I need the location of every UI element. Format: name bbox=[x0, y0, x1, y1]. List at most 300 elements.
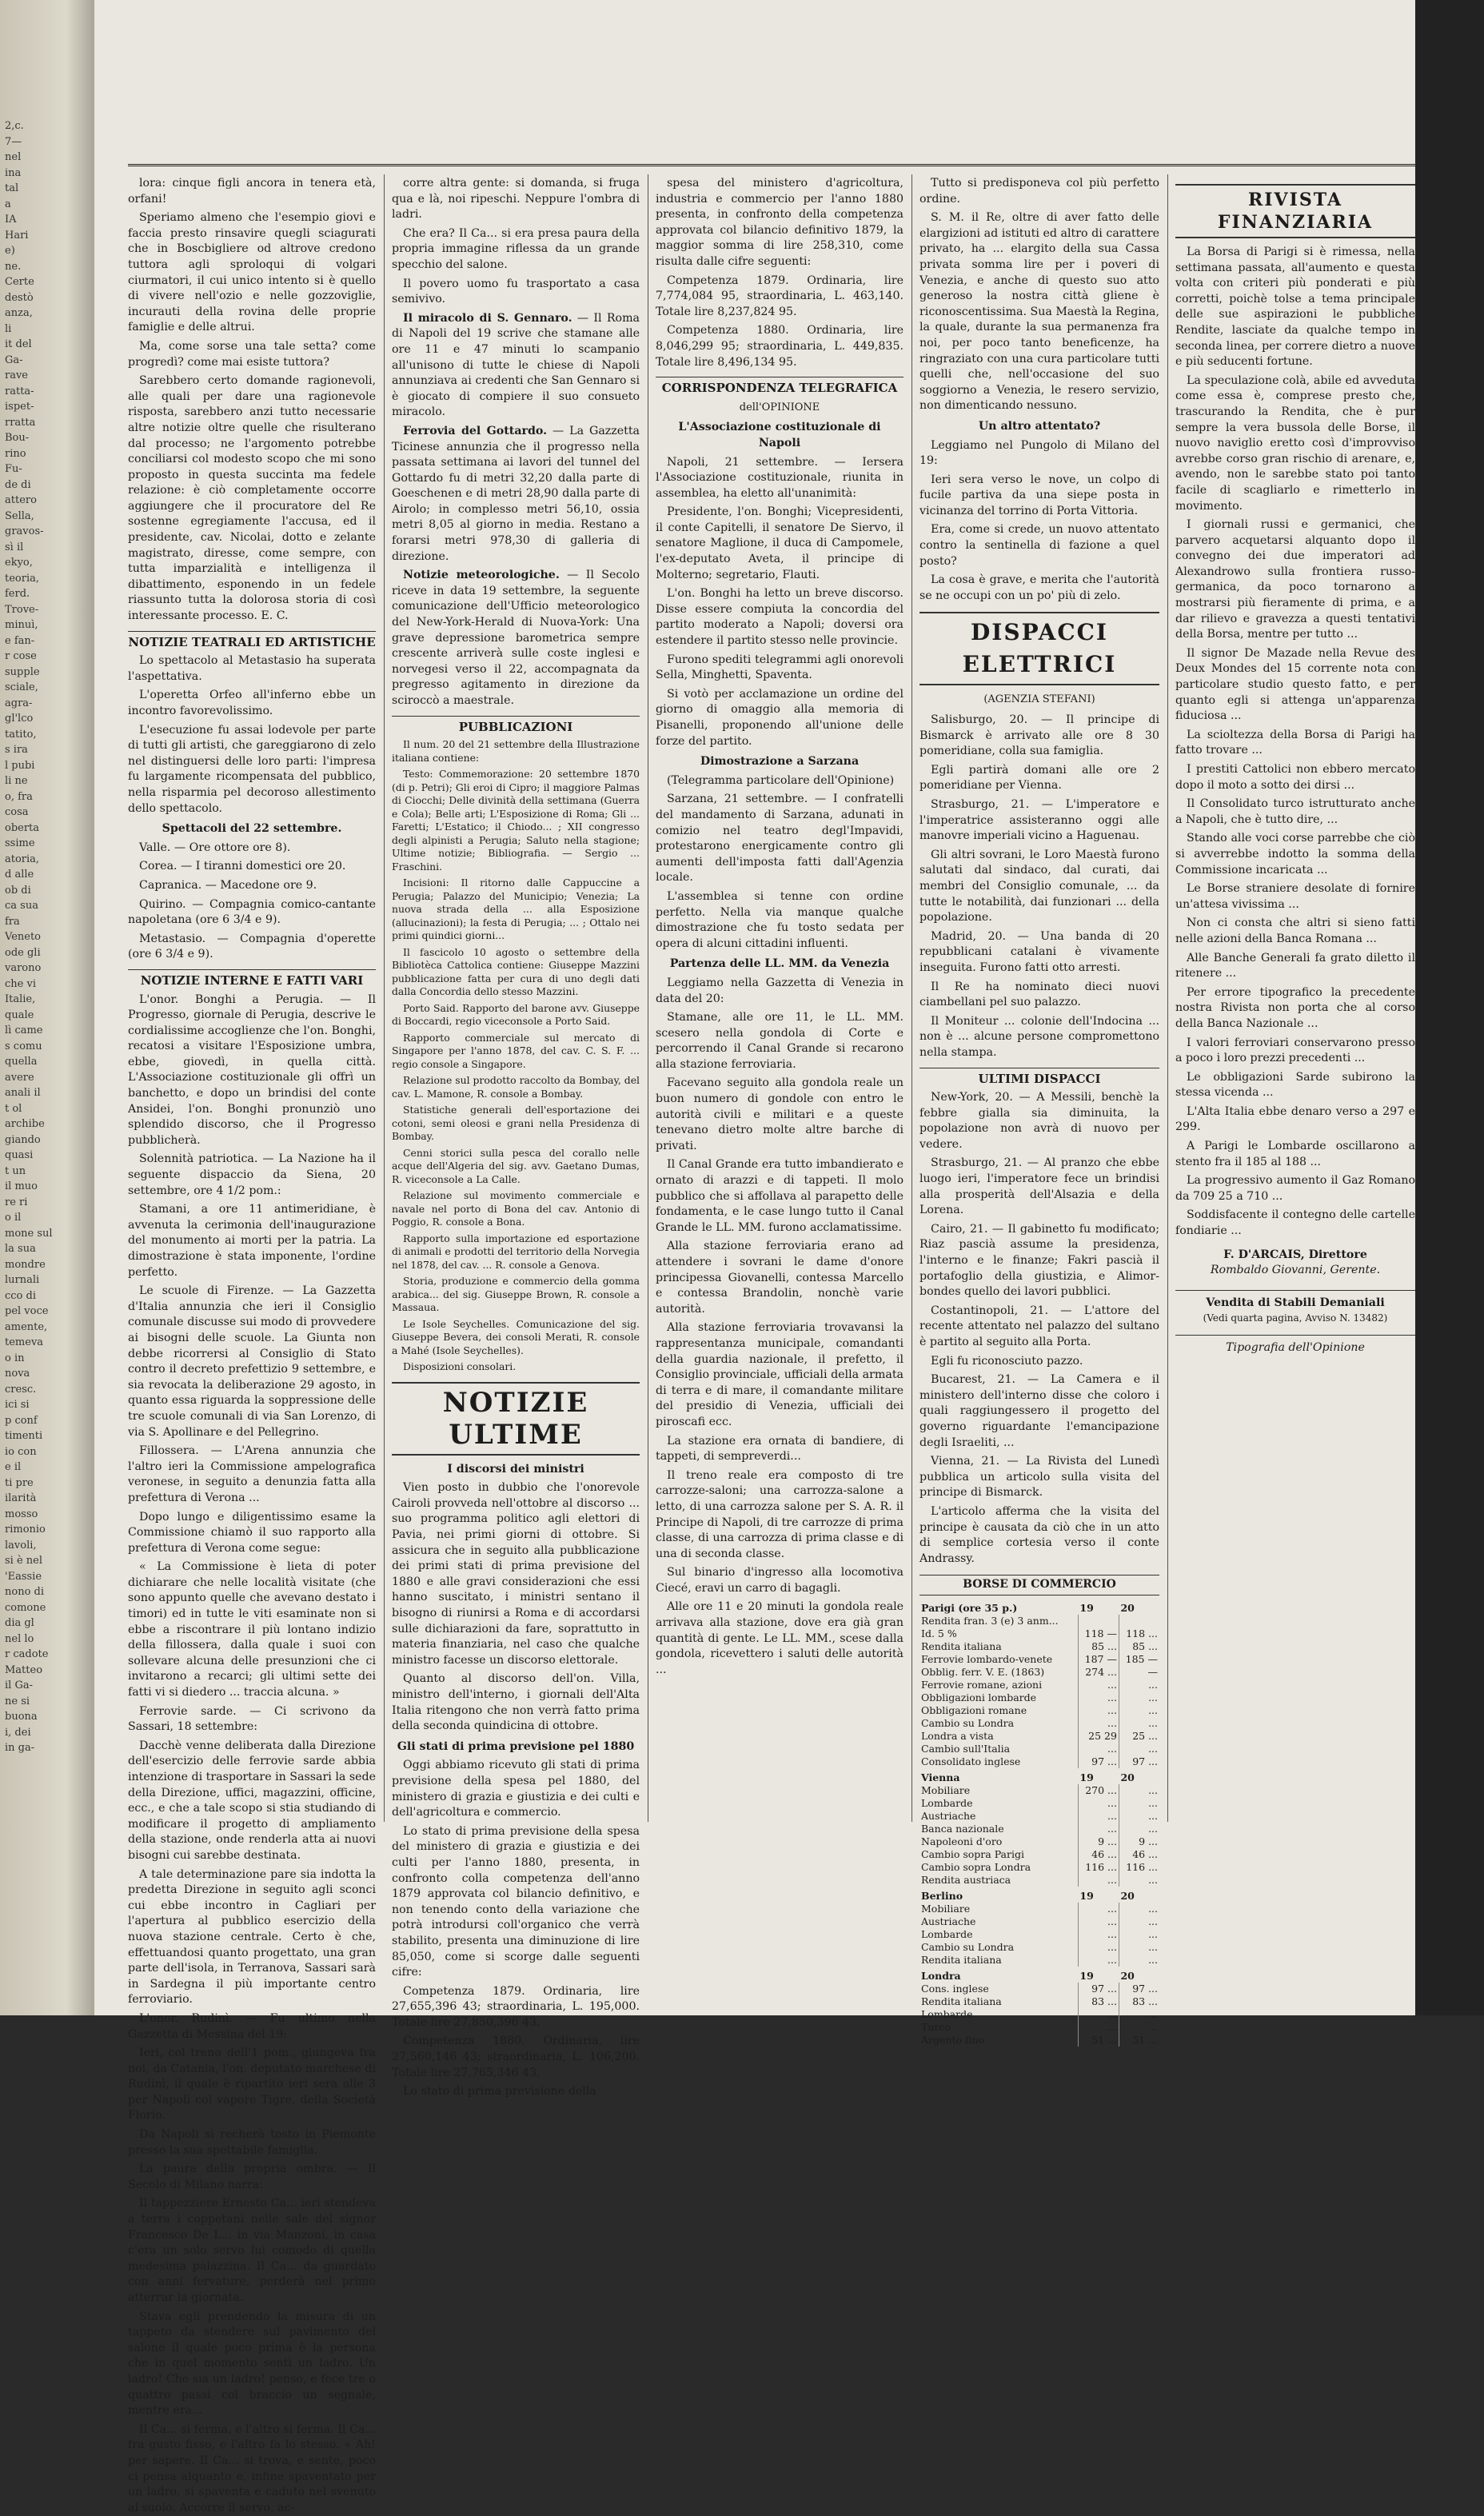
c2-discorsi bbox=[392, 1480, 640, 1735]
market-value: 85 ... bbox=[1078, 1640, 1119, 1653]
previous-page-fragment: Ga- bbox=[5, 354, 23, 366]
subheading: I discorsi dei ministri bbox=[392, 1462, 640, 1478]
paragraph: Il Ca... si ferma, e l'altro si ferma. Il Ca... fra gusto fisso, e l'altro fa lo stesso. « Ah! per sapere. Il Ca... si trova, e sente, poco ci pensa alquanto e, infine spaventato per un ladro, si spaventa e caduto nel svenuto al suolo. Accorre il servo, ac- bbox=[128, 2422, 376, 2516]
section-subheading: dell'OPINIONE bbox=[656, 400, 904, 416]
market-value: 97 ... bbox=[1119, 1755, 1159, 1768]
market-label: Ferrovie lombardo-venete bbox=[920, 1653, 1078, 1666]
previous-page-fragment: nel bbox=[5, 151, 21, 163]
previous-page-fragment: Hari bbox=[5, 230, 28, 242]
paragraph: Incisioni: Il ritorno dalle Cappuccine a Perugia; Palazzo del Municipio; Venezia; La nuova strada della ... alla Esposizione (allucinazioni); la festa di Perugia; ... ; Ottalo nei primi quindici giorni... bbox=[392, 877, 640, 943]
paragraph: Competenza 1879. Ordinaria, lire 7,774,084 95, straordinaria, L. 463,140. Totale lire 8,237,824 95. bbox=[656, 274, 904, 321]
paragraph: Costantinopoli, 21. — L'attore del recente attentato nel palazzo del sultano è partito al seguito alla Porta. bbox=[920, 1304, 1159, 1351]
gerente: Rombaldo Giovanni, Gerente. bbox=[1175, 1263, 1415, 1279]
notice-sub: (Vedi quarta pagina, Avviso N. 13482) bbox=[1175, 1311, 1415, 1327]
market-label: Lombarde bbox=[920, 1928, 1078, 1941]
market-value: ... bbox=[1078, 1915, 1119, 1928]
previous-page-fragment: mondre bbox=[5, 1259, 46, 1271]
market-label: Lombarde bbox=[920, 2008, 1078, 2021]
market-value: 25 ... bbox=[1119, 1730, 1159, 1743]
page-gutter bbox=[1415, 0, 1484, 2015]
column-5 bbox=[1175, 176, 1415, 1822]
c3-intro bbox=[656, 176, 904, 370]
previous-page-fragment: che vi bbox=[5, 978, 36, 990]
paragraph: Ferrovie sarde. — Ci scrivono da Sassari, 18 settembre: bbox=[128, 1704, 376, 1735]
paragraph: Lo spettacolo al Metastasio ha superata l'aspettativa. bbox=[128, 653, 376, 685]
previous-page-fragment: la sua bbox=[5, 1243, 36, 1255]
table-row bbox=[920, 1640, 1159, 1653]
paragraph: Stamane, alle ore 11, le LL. MM. scesero nella gondola di Corte e percorrendo il Canal Grande si recarono alla stazione ferroviaria. bbox=[656, 1010, 904, 1072]
previous-page-fragment: lavoli, bbox=[5, 1540, 37, 1552]
market-value: 83 ... bbox=[1119, 1995, 1159, 2008]
paragraph: (Telegramma particolare dell'Opinione) bbox=[656, 773, 904, 789]
paragraph: Relazione sul prodotto raccolto da Bombay, del cav. L. Mamone, R. console a Bombay. bbox=[392, 1074, 640, 1100]
previous-page-fragment: rimonio bbox=[5, 1524, 46, 1536]
c1-news bbox=[128, 992, 376, 2516]
paragraph: Testo: Commemorazione: 20 settembre 1870 (di p. Petri); Gli eroi di Cipro; il maggiore Palmas di Ciocchi; Delle divinità della settimana (Guerra e Cola); Belle arti; L'Esposizione di Roma; Gli ... Faretti; L'Estatico; il Chiodo... ; XII congresso degli alpinisti a Perugia; Saluto nella stagione; Ultime notizie; Bibliografia. — Sergio ... Fraschini. bbox=[392, 768, 640, 873]
market-value: ... bbox=[1119, 1743, 1159, 1755]
column-rule bbox=[384, 174, 385, 1822]
previous-page-fragment: l pubi bbox=[5, 760, 34, 772]
table-row bbox=[920, 2021, 1159, 2034]
market-label: Argento fino bbox=[920, 2034, 1078, 2047]
market-value: 19 bbox=[1078, 1887, 1119, 1903]
printer: Tipografia dell'Opinione bbox=[1175, 1335, 1415, 1356]
market-label: Mobiliare bbox=[920, 1903, 1078, 1915]
paragraph: Strasburgo, 21. — L'imperatore e l'imperatrice assisteranno oggi alle manovre imperiali vicino a Haguenau. bbox=[920, 797, 1159, 845]
market-label: Turco bbox=[920, 2021, 1078, 2034]
market-label: Napoleoni d'oro bbox=[920, 1835, 1078, 1848]
previous-page-fragment: 2,c. bbox=[5, 120, 24, 132]
market-value: 116 ... bbox=[1119, 1861, 1159, 1874]
paragraph: « La Commissione è lieta di poter dichiarare che nelle località visitate (che sono appunto quelle che avevano destato i timori) ed in tutte le viti esaminate non si ebbe a riscontrare il più lontano indizio della fillossera, dalla quale i suoi con sollevare alcuna delle presunzioni che ci invitarono a recarci; gli ultimi sette dei fatti vi si diedero ... traccia alcuna. » bbox=[128, 1560, 376, 1700]
previous-page-fragment: ferd. bbox=[5, 588, 30, 600]
previous-page-fragment: si è nel bbox=[5, 1555, 42, 1567]
paragraph: Storia, produzione e commercio della gomma arabica... del sig. Giuseppe Brown, R. console a Massaua. bbox=[392, 1275, 640, 1315]
market-value: ... bbox=[1119, 2021, 1159, 2034]
previous-page-fragment: dia gl bbox=[5, 1617, 34, 1629]
paragraph: Gli altri sovrani, le Loro Maestà furono salutati dal sindaco, dal curati, dai membri del Consiglio comunale, ... da tutte le notabilità, dai funzionari ... della popolazione. bbox=[920, 848, 1159, 926]
previous-page-fragment: r cose bbox=[5, 650, 37, 662]
table-row bbox=[920, 1784, 1159, 1797]
paragraph: Egli partirà domani alle ore 2 pomeridiane per Vienna. bbox=[920, 763, 1159, 794]
table-row bbox=[920, 1967, 1159, 1983]
market-value: ... bbox=[1078, 1717, 1119, 1730]
paragraph: Capranica. — Macedone ore 9. bbox=[128, 878, 376, 894]
paragraph: Lo stato di prima previsione della spesa del ministero di grazia e giustizia e dei culti per l'anno 1880, presenta, in confronto colla competenza dell'anno 1879 approvata col bilancio definitivo, e non tenendo conto della variazione che potrà introdursi coll'organico che verrà stabilito, presenta una diminuzione di lire 85,050, come si scorge dalle seguenti cifre: bbox=[392, 1824, 640, 1981]
previous-page-fragment: Italie, bbox=[5, 993, 35, 1005]
table-row bbox=[920, 1915, 1159, 1928]
market-value: ... bbox=[1119, 1691, 1159, 1704]
previous-page-fragment: cosa bbox=[5, 806, 29, 818]
previous-page-fragment: nono di bbox=[5, 1586, 44, 1598]
previous-page-fragment: timenti bbox=[5, 1430, 42, 1442]
subheading: Spettacoli del 22 settembre. bbox=[128, 821, 376, 837]
table-row bbox=[920, 1995, 1159, 2008]
paragraph: La cosa è grave, e merita che l'autorità se ne occupi con un po' più di zelo. bbox=[920, 573, 1159, 604]
market-value: 51 ... bbox=[1119, 2034, 1159, 2047]
paragraph: Alla stazione ferroviaria erano ad attendere i sovrani le dame d'onore principessa Giovanelli, contessa Marcello e contessa Brandolin, nonchè varie autorità. bbox=[656, 1239, 904, 1317]
previous-page-fragment: it del bbox=[5, 338, 32, 350]
paragraph: Da Napoli si recherà tosto in Piemonte presso la sua spettabile famiglia. bbox=[128, 2127, 376, 2159]
paragraph: Cenni storici sulla pesca del corallo nelle acque dell'Algeria del sig. avv. Gaetano Dumas, R. viceconsole a La Calle. bbox=[392, 1147, 640, 1187]
market-value bbox=[1078, 1615, 1119, 1627]
market-value: 19 bbox=[1078, 1967, 1119, 1983]
previous-page-fragment: s comu bbox=[5, 1040, 42, 1052]
market-label: Berlino bbox=[920, 1887, 1078, 1903]
c4-intro bbox=[920, 176, 1159, 414]
paragraph: Non ci consta che altri si sieno fatti nelle azioni della Banca Romana ... bbox=[1175, 916, 1415, 947]
article: Il miracolo di S. Gennaro. — Il Roma di Napoli del 19 scrive che stamane alle ore 11 e 47 minuti lo scampanio all'unisono di tutte le chiese di Napoli annunziava ai credenti che San Gennaro si è giocato di compiere il suo consueto miracolo. bbox=[392, 311, 640, 421]
paragraph: Le Isole Seychelles. Comunicazione del sig. Giuseppe Bevera, dei consoli Merati, R. console a Mahé (Isole Seychelles). bbox=[392, 1318, 640, 1358]
column-rule bbox=[1167, 174, 1168, 1822]
market-value: ... bbox=[1078, 1823, 1119, 1835]
previous-page-fragment: lì came bbox=[5, 1024, 43, 1036]
previous-page-fragment: agra- bbox=[5, 697, 32, 709]
previous-page-fragment: nova bbox=[5, 1368, 30, 1380]
paragraph: Quirino. — Compagnia comico-cantante napoletana (ore 6 3/4 e 9). bbox=[128, 897, 376, 929]
previous-page-fragment: comone bbox=[5, 1602, 46, 1614]
previous-page-fragment: ina bbox=[5, 167, 21, 179]
previous-page-fragment: pel voce bbox=[5, 1305, 48, 1317]
paragraph: Napoli, 21 settembre. — Iersera l'Associazione costituzionale, riunita in assemblea, ha eletto all'unanimità: bbox=[656, 455, 904, 502]
column-4 bbox=[920, 176, 1159, 1822]
paragraph: spesa del ministero d'agricoltura, industria e commercio per l'anno 1880 presenta, in confronto della competenza approvata col bilancio definitivo 1879, la maggior somma di lire 258,310, come risulta dalle cifre seguenti: bbox=[656, 176, 904, 270]
paragraph: Competenza 1880. Ordinaria, lire 27,560,146 43; straordinaria, L. 106,200. Totale lire 27,765,346 43. bbox=[392, 2034, 640, 2081]
column-3 bbox=[656, 176, 904, 1822]
c2-stati bbox=[392, 1758, 640, 2099]
market-value: ... bbox=[1119, 1810, 1159, 1823]
paragraph: Egli fu riconosciuto pazzo. bbox=[920, 1354, 1159, 1370]
market-value: ... bbox=[1119, 1915, 1159, 1928]
paragraph: Dacchè venne deliberata dalla Direzione dell'esercizio delle ferrovie sarde abbia intenzione di trasportare in Sassari la sede della Direzione, uffici, magazzini, officine, ecc., e che a tale scopo si stia studiando di modificare il progetto di ampliamento della stazione, onde renderla atta ai nuovi bisogni cui sarebbe destinata. bbox=[128, 1739, 376, 1864]
paragraph: Per errore tipografico la precedente nostra Rivista non porta che al corso della Banca Nazionale ... bbox=[1175, 985, 1415, 1032]
paragraph: Sul binario d'ingresso alla locomotiva Ciecé, eravi un carro di bagagli. bbox=[656, 1565, 904, 1596]
c4-dispacci bbox=[920, 713, 1159, 1060]
paragraph: Cairo, 21. — Il gabinetto fu modificato; Riaz pascià assume la presidenza, l'interno e le finanze; Fakri pascià il portafoglio della giustizia, e Alimor-bondes quello dei lavori pubblici. bbox=[920, 1222, 1159, 1300]
paragraph: Facevano seguito alla gondola reale un buon numero di gondole con entro le autorità civili e militari e a queste tenevano dietro molte altre barche di privati. bbox=[656, 1076, 904, 1154]
previous-page-fragment: varono bbox=[5, 962, 41, 974]
previous-page-fragment: IA bbox=[5, 214, 17, 226]
market-value: 116 ... bbox=[1078, 1861, 1119, 1874]
paragraph: Il treno reale era composto di tre carrozze-saloni; una carrozza-salone a letto, di una carrozza salone per S. A. R. il Principe di Napoli, di tre carrozze di prima classe, di una carrozza di prima classe e di una di seconda classe. bbox=[656, 1468, 904, 1563]
previous-page-fragment: ratta- bbox=[5, 385, 34, 397]
subheading: L'Associazione costituzionale di Napoli bbox=[656, 420, 904, 451]
previous-page-fragment: destò bbox=[5, 292, 34, 304]
table-row bbox=[920, 1928, 1159, 1941]
previous-page-fragment: gravos- bbox=[5, 525, 44, 537]
market-value: 274 ... bbox=[1078, 1666, 1119, 1679]
market-value: 20 bbox=[1119, 1967, 1159, 1983]
market-label: Austriache bbox=[920, 1810, 1078, 1823]
paragraph: Ieri, col treno dell'1 pom., giungeva fra noi, da Catania, l'on. deputato marchese di Rudinì, il quale è ripartito ieri sera alle 3 per Napoli col vapore Tigre, della Società Florio. bbox=[128, 2046, 376, 2124]
section-heading: NOTIZIE TEATRALI ED ARTISTICHE bbox=[128, 631, 376, 651]
previous-page-fragment: giando bbox=[5, 1134, 41, 1146]
paragraph: Statistiche generali dell'esportazione dei cotoni, semi oleosi e grani nella Presidenza di Bombay. bbox=[392, 1104, 640, 1144]
market-value: — bbox=[1119, 1666, 1159, 1679]
paragraph: La scioltezza della Borsa di Parigi ha fatto trovare ... bbox=[1175, 728, 1415, 759]
market-label: Londra bbox=[920, 1967, 1078, 1983]
previous-page-fragment: atoria, bbox=[5, 853, 39, 865]
previous-page-fragment: amente, bbox=[5, 1321, 47, 1333]
previous-page-fragment: il Ga- bbox=[5, 1679, 33, 1691]
table-row bbox=[920, 1823, 1159, 1835]
table-row bbox=[920, 1679, 1159, 1691]
previous-page-fragment: de di bbox=[5, 479, 31, 491]
paragraph: Furono spediti telegrammi agli onorevoli Sella, Minghetti, Spaventa. bbox=[656, 653, 904, 684]
paragraph: Che era? Il Ca... si era presa paura della propria immagine riflessa da un grande specchio del salone. bbox=[392, 226, 640, 274]
paragraph: Vien posto in dubbio che l'onorevole Cairoli provveda nell'ottobre al discorso ... suo programma politico agli elettori di Pavia, nei primi giorni di ottobre. Si assicura che in seguito alla pubblicazione dei primi stati di prima previsione del 1880 e alle gravi considerazioni che essi hanno suscitato, i ministri sentano il bisogno di riunirsi a Roma e di accordarsi sulle dichiarazioni da fare, soprattutto in materia finanziaria, nel caso che qualche ministro facesse un discorso elettorale. bbox=[392, 1480, 640, 1668]
previous-page-fragment: Trove- bbox=[5, 604, 38, 616]
market-value: 187 — bbox=[1078, 1653, 1119, 1666]
paragraph: Disposizioni consolari. bbox=[392, 1360, 640, 1374]
previous-page-fragment: e) bbox=[5, 245, 15, 257]
table-row bbox=[920, 1743, 1159, 1755]
previous-page-fragment: ici si bbox=[5, 1399, 30, 1411]
market-label: Consolidato inglese bbox=[920, 1755, 1078, 1768]
section-heading: ULTIMI DISPACCI bbox=[920, 1068, 1159, 1088]
market-label: Cambio sull'Italia bbox=[920, 1743, 1078, 1755]
previous-page-fragment: t ol bbox=[5, 1103, 22, 1115]
previous-page-fragment: r cadote bbox=[5, 1648, 48, 1660]
previous-page-fragment: temeva bbox=[5, 1336, 43, 1348]
column-2 bbox=[392, 176, 640, 1822]
market-label: Obblig. ferr. V. E. (1863) bbox=[920, 1666, 1078, 1679]
paragraph: Soddisfacente il contegno delle cartelle fondiarie ... bbox=[1175, 1208, 1415, 1239]
previous-page-fragment: nel lo bbox=[5, 1633, 34, 1645]
previous-page-fragment: il muo bbox=[5, 1180, 38, 1192]
market-table-title: BORSE DI COMMERCIO bbox=[920, 1575, 1159, 1595]
market-label: Parigi (ore 35 p.) bbox=[920, 1599, 1078, 1615]
article: Ferrovia del Gottardo. — La Gazzetta Ticinese annunzia che il progresso nella passata settimana ai lavori del tunnel del Gottardo fu di metri 32,20 dalla parte di Goeschenen e di metri 28,90 dalla parte di Airolo; in complesso metri 56,10, ossia metri 8,05 al giorno in media. Restano a forarsi metri 978,30 di galleria di direzione. bbox=[392, 424, 640, 565]
market-value: 19 bbox=[1078, 1599, 1119, 1615]
paragraph: Quanto al discorso dell'on. Villa, ministro dell'interno, i giornali dell'Alta Italia ritengono che non verrà fatto prima della seconda quindicina di ottobre. bbox=[392, 1671, 640, 1734]
table-row bbox=[920, 1730, 1159, 1743]
paragraph: Alla stazione ferroviaria trovavansi la rappresentanza municipale, comandanti della guardia nazionale, il prefetto, il Consiglio provinciale, ufficiali della armata di terra e di mare, il comandante militare del presidio di Venezia, ufficiali dei piroscafi ecc. bbox=[656, 1320, 904, 1430]
market-value: 25 29 bbox=[1078, 1730, 1119, 1743]
previous-page-fragment: Veneto bbox=[5, 931, 41, 943]
market-value: ... bbox=[1078, 1954, 1119, 1967]
previous-page-fragment: o, fra bbox=[5, 791, 33, 803]
paragraph: Oggi abbiamo ricevuto gli stati di prima previsione della spesa pel 1880, del ministero di grazia e giustizia e dei culti e dell'agricoltura e commercio. bbox=[392, 1758, 640, 1820]
previous-page-fragment: ne. bbox=[5, 261, 21, 273]
paragraph: Ma, come sorse una tale setta? come progredì? come mai esiste tuttora? bbox=[128, 339, 376, 370]
paragraph: I valori ferroviari conservarono presso a poco i loro prezzi precedenti ... bbox=[1175, 1036, 1415, 1067]
market-value: ... bbox=[1078, 1679, 1119, 1691]
paragraph: Le obbligazioni Sarde subirono la stessa vicenda ... bbox=[1175, 1070, 1415, 1101]
previous-page-fragment: re ri bbox=[5, 1196, 27, 1208]
table-row bbox=[920, 1627, 1159, 1640]
table-row bbox=[920, 1599, 1159, 1615]
market-value: 83 ... bbox=[1078, 1995, 1119, 2008]
previous-page-fragment: supple bbox=[5, 666, 40, 678]
previous-page-fragment: i, dei bbox=[5, 1727, 31, 1739]
table-row bbox=[920, 1835, 1159, 1848]
market-value: ... bbox=[1119, 2008, 1159, 2021]
previous-page-fragment: ti pre bbox=[5, 1477, 34, 1489]
market-label: Cambio su Londra bbox=[920, 1941, 1078, 1954]
paragraph: A Parigi le Lombarde oscillarono a stento fra il 185 al 188 ... bbox=[1175, 1139, 1415, 1170]
market-value: ... bbox=[1119, 1717, 1159, 1730]
previous-page-fragment: t un bbox=[5, 1165, 26, 1177]
previous-page-fragment: quale bbox=[5, 1009, 34, 1021]
paragraph: Solennità patriotica. — La Nazione ha il seguente dispaccio da Siena, 20 settembre, ore 4 1/2 pom.: bbox=[128, 1152, 376, 1199]
paragraph: Fillossera. — L'Arena annunzia che l'altro ieri la Commissione ampelografica veronese, in seguito a denunzia fatta alla prefettura di Verona ... bbox=[128, 1444, 376, 1506]
market-label: Vienna bbox=[920, 1768, 1078, 1784]
previous-page-fragment: Fu- bbox=[5, 463, 22, 475]
newspaper-page bbox=[94, 0, 1484, 2015]
paragraph: Sarebbero certo domande ragionevoli, alle quali per dare una ragionevole risposta, sarebbero anzi tutto necessarie altre notizie oltre quelle che risulterano dal processo; ne l'argomento potrebbe conciliarsi col modesto scopo che mi sono proposto in questa succinta ma fedele relazione: è ciò completamente occorre aggiungere che il procuratore del Re sostenne egregiamente l'accusa, ed il presidente, cav. Nicolai, dotto e zelante magistrato, diresse, come sempre, con tutta imparzialità e intelligenza il dibattimento, esponendo in un fedele riassunto tutta la dolorosa storia di così interessante processo. E. C. bbox=[128, 373, 376, 625]
previous-page-fragment: a bbox=[5, 198, 11, 210]
paragraph: Leggiamo nella Gazzetta di Venezia in data del 20: bbox=[656, 976, 904, 1007]
paragraph: La progressivo aumento il Gaz Romano da 709 25 a 710 ... bbox=[1175, 1173, 1415, 1204]
previous-page-fragment: anza, bbox=[5, 307, 33, 319]
previous-page-fragment: s ira bbox=[5, 744, 28, 756]
market-value: ... bbox=[1119, 1941, 1159, 1954]
market-value: 51 ... bbox=[1078, 2034, 1119, 2047]
paragraph: L'articolo afferma che la visita del principe è causata da ciò che in un atto di semplice cortesia verso il conte Andrassy. bbox=[920, 1504, 1159, 1567]
previous-page-fragment: ekyo, bbox=[5, 557, 33, 569]
paragraph: Stando alle voci corse parrebbe che ciò si avverrebbe indotto la somma della Commissione incaricata ... bbox=[1175, 831, 1415, 878]
paragraph: corre altra gente: si domanda, si fruga qua e là, noi ripeschi. Neppure l'ombra di ladri. bbox=[392, 176, 640, 223]
market-value: ... bbox=[1078, 1928, 1119, 1941]
table-row bbox=[920, 1941, 1159, 1954]
table-row bbox=[920, 2008, 1159, 2021]
previous-page-fragment: Bou- bbox=[5, 432, 29, 444]
paragraph: Madrid, 20. — Una banda di 20 repubblicani catalani è vivamente inseguita. Furono fatti otto arresti. bbox=[920, 929, 1159, 976]
market-label: Banca nazionale bbox=[920, 1823, 1078, 1835]
previous-page-fragment: anali il bbox=[5, 1087, 41, 1099]
table-row bbox=[920, 1666, 1159, 1679]
market-value: 46 ... bbox=[1119, 1848, 1159, 1861]
c3-sarzana bbox=[656, 773, 904, 952]
section-banner: NOTIZIE ULTIME bbox=[392, 1382, 640, 1456]
previous-page-fragment: cco di bbox=[5, 1290, 36, 1302]
market-value: 19 bbox=[1078, 1768, 1119, 1784]
signature: F. D'ARCAIS, Direttore bbox=[1175, 1248, 1415, 1264]
table-row bbox=[920, 1810, 1159, 1823]
market-label: Rendita austriaca bbox=[920, 1874, 1078, 1887]
previous-page-fragment: ssime bbox=[5, 837, 35, 849]
previous-page-fragment: o il bbox=[5, 1212, 21, 1224]
paragraph: La Borsa di Parigi si è rimessa, nella settimana passata, all'aumento e questa volta con criteri più ponderati e più corretti, poichè tolse a tema principale delle sue aspirazioni le pubbliche Rendite, lasciate da qualche tempo in seconda linea, per correre dietro a nuove e più seducenti fortune. bbox=[1175, 245, 1415, 370]
paragraph: Valle. — Ore ottore ore 8). bbox=[128, 841, 376, 857]
paragraph: lora: cinque figli ancora in tenera età, orfani! bbox=[128, 176, 376, 207]
subheading: Gli stati di prima previsione pel 1880 bbox=[392, 1739, 640, 1755]
market-label: Cons. inglese bbox=[920, 1983, 1078, 1995]
market-value: ... bbox=[1119, 1903, 1159, 1915]
paragraph: L'onor. Rudinì. — Fu ultimo nella Gazzetta di Messina del 19: bbox=[128, 2011, 376, 2043]
subheading: Partenza delle LL. MM. da Venezia bbox=[656, 956, 904, 972]
paragraph: Il povero uomo fu trasportato a casa semivivo. bbox=[392, 277, 640, 308]
previous-page-fragment: fra bbox=[5, 916, 20, 928]
paragraph: Ieri sera verso le nove, un colpo di fucile partiva da una siepe posta in vicinanza del torrino di Porta Vittoria. bbox=[920, 473, 1159, 520]
previous-page-fragment: ode gli bbox=[5, 947, 41, 959]
c3-assoc bbox=[656, 455, 904, 750]
market-table bbox=[920, 1599, 1159, 2047]
paragraph: Il fascicolo 10 agosto o settembre della Bibliotèca Cattolica contiene: Giuseppe Mazzini pubblicazione fatta per cura di uno degli dati dalla Concordia dello stesso Mazzini. bbox=[392, 946, 640, 999]
paragraph: Strasburgo, 21. — Al pranzo che ebbe luogo ieri, l'imperatore fece un brindisi alla prosperità dell'Alsazia e della Lorena. bbox=[920, 1156, 1159, 1218]
market-value: ... bbox=[1078, 1743, 1119, 1755]
market-value: ... bbox=[1119, 1784, 1159, 1797]
paragraph: Tutto si predisponeva col più perfetto ordine. bbox=[920, 176, 1159, 207]
paragraph: Il Moniteur ... colonie dell'Indocina ... non è ... alcune persone compromettono nella stampa. bbox=[920, 1014, 1159, 1061]
market-value: ... bbox=[1119, 1679, 1159, 1691]
paragraph: Speriamo almeno che l'esempio giovi e faccia presto rinsavire quegli sciagurati che in Boscbigliere od altrove credono tuttora agli sproloqui di volgari ciurmatori, il cui unico intento si è quello di vivere nell'ozio e nelle gozzoviglie, incurauti della rovina delle proprie famiglie e delle altrui. bbox=[128, 210, 376, 336]
previous-page-fragment: quasi bbox=[5, 1149, 33, 1161]
market-value: ... bbox=[1078, 1903, 1119, 1915]
previous-page-fragment: 'Eassie bbox=[5, 1571, 42, 1583]
market-label: Cambio sopra Parigi bbox=[920, 1848, 1078, 1861]
c1-shows bbox=[128, 841, 376, 963]
previous-page-fragment: teoria, bbox=[5, 573, 39, 585]
market-value: ... bbox=[1078, 1797, 1119, 1810]
paragraph: Il Canal Grande era tutto imbandierato e ornato di arazzi e di tappeti. Il molo pubblico che si affollava al parapetto delle fondamenta, e le case lungo tutto il Canal Grande le LL. MM. furono acclamatissime. bbox=[656, 1157, 904, 1236]
market-label: Obbligazioni lombarde bbox=[920, 1691, 1078, 1704]
paragraph: Dopo lungo e diligentissimo esame la Commissione chiamò il suo rapporto alla prefettura di Verona come segue: bbox=[128, 1510, 376, 1557]
previous-page-fragment: e il bbox=[5, 1461, 21, 1473]
previous-page-fragment: ispet- bbox=[5, 401, 34, 413]
paragraph: Salisburgo, 20. — Il principe di Bismarck è arrivato alle ore 8 30 pomeridiane, colla sua famiglia. bbox=[920, 713, 1159, 760]
paragraph: Vienna, 21. — La Rivista del Lunedì pubblica un articolo sulla visita del principe di Bismarck. bbox=[920, 1454, 1159, 1501]
previous-page-fragment: attero bbox=[5, 494, 37, 506]
paragraph: Presidente, l'on. Bonghi; Vicepresidenti, il conte Capitelli, il senatore De Siervo, il senatore Maglione, il duca di Campomele, l'ex-deputato Aveta, il principe di Molterno; segretario, Flauti. bbox=[656, 505, 904, 583]
table-row bbox=[920, 1691, 1159, 1704]
paragraph: Si votò per acclamazione un ordine del giorno di omaggio alla memoria di Pisanelli, proponendo all'unione delle forze del partito. bbox=[656, 687, 904, 749]
previous-page-fragment: rratta bbox=[5, 417, 35, 429]
market-value: 20 bbox=[1119, 1887, 1159, 1903]
market-value: ... bbox=[1078, 1691, 1119, 1704]
previous-page-fragment: Sella, bbox=[5, 510, 34, 522]
market-value: 85 ... bbox=[1119, 1640, 1159, 1653]
market-value: ... bbox=[1119, 1704, 1159, 1717]
previous-page-fragment: 7— bbox=[5, 136, 22, 148]
market-value: 20 bbox=[1119, 1768, 1159, 1784]
paragraph: Le Borse straniere desolate di fornire un'attesa vivissima ... bbox=[1175, 881, 1415, 913]
previous-page-fragment: sì il bbox=[5, 541, 23, 553]
market-value: ... bbox=[1119, 1874, 1159, 1887]
market-value: ... bbox=[1078, 2008, 1119, 2021]
previous-page-fragment: ob di bbox=[5, 885, 31, 897]
paragraph: Competenza 1879. Ordinaria, lire 27,655,396 43; straordinaria, L. 195,000. Totale lire 27,850,396 43. bbox=[392, 1984, 640, 2031]
previous-page-fragment: buona bbox=[5, 1711, 38, 1723]
table-row bbox=[920, 1903, 1159, 1915]
previous-page-fragment: li bbox=[5, 323, 11, 335]
previous-page-fragment: ne si bbox=[5, 1695, 30, 1707]
previous-page-fragment: mosso bbox=[5, 1508, 38, 1520]
paragraph: Porto Said. Rapporto del barone avv. Giuseppe di Boccardi, regio viceconsole a Porto Said. bbox=[392, 1002, 640, 1028]
market-value: ... bbox=[1078, 1704, 1119, 1717]
previous-page-fragment: mone sul bbox=[5, 1228, 53, 1240]
table-row bbox=[920, 1954, 1159, 1967]
market-label: Cambio sopra Londra bbox=[920, 1861, 1078, 1874]
table-row bbox=[920, 1755, 1159, 1768]
table-row bbox=[920, 1615, 1159, 1627]
previous-page-fragment: Matteo bbox=[5, 1664, 42, 1676]
market-label: Rendita italiana bbox=[920, 1640, 1078, 1653]
section-heading: PUBBLICAZIONI bbox=[392, 716, 640, 736]
section-banner: DISPACCI ELETTRICI bbox=[920, 612, 1159, 685]
c1-intro bbox=[128, 176, 376, 625]
table-row bbox=[920, 2034, 1159, 2047]
previous-page-fragment: d alle bbox=[5, 869, 34, 881]
paragraph: I giornali russi e germanici, che parvero acquetarsi alquanto dopo il convegno dei due imperatori ad Alexandrowo sulla frontiera russo-germanica, da poco tornarono a mostrarsi più fieramente di prima, e a dar rilievo e gravezza a questi tentativi della Borsa, mentre per tutto ... bbox=[1175, 517, 1415, 643]
paragraph: L'Alta Italia ebbe denaro verso a 297 e 299. bbox=[1175, 1104, 1415, 1136]
previous-page-fragment: Certe bbox=[5, 276, 34, 288]
previous-page-fragment: ca sua bbox=[5, 900, 38, 912]
market-value: ... bbox=[1078, 2021, 1119, 2034]
table-row bbox=[920, 1983, 1159, 1995]
market-value: 118 ... bbox=[1119, 1627, 1159, 1640]
